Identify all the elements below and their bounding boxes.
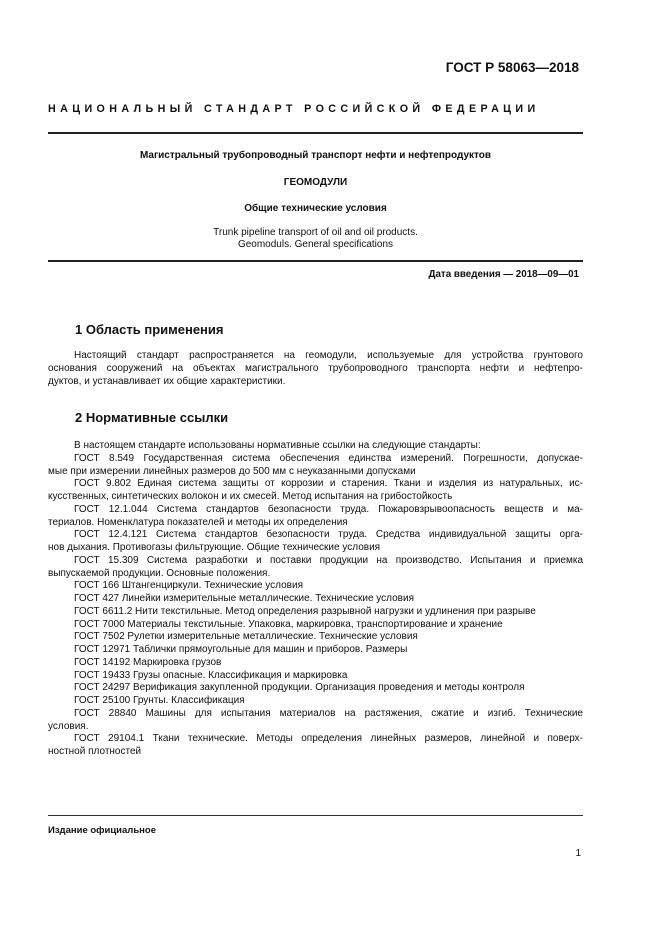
text-line: ГОСТ 12.4.121 Система стандартов безопасности труда. Средства индивидуальной защиты орга- bbox=[74, 529, 583, 541]
text-line: ностной плотностей bbox=[48, 746, 142, 757]
text-line: ГОСТ 25100 Грунты. Классификация bbox=[74, 695, 245, 706]
text-line: ГОСТ 7000 Материалы текстильные. Упаковка, маркировка, транспортирование и хранение bbox=[74, 618, 503, 630]
text-line: В настоящем стандарте использованы нормативные ссылки на следующие стандарты: bbox=[74, 440, 481, 451]
text-line: териалов. Номенклатура показателей и методы их определения bbox=[48, 516, 348, 528]
title-line-2: ГЕОМОДУЛИ bbox=[283, 177, 348, 188]
official-edition-label: Издание официальное bbox=[48, 825, 156, 836]
title-line-3: Общие технические условия bbox=[244, 203, 387, 214]
text-line: ГОСТ 7502 Рулетки измерительные металлические. Технические условия bbox=[74, 631, 418, 643]
text-line: мые при измерении линейных размеров до 500 мм с неуказанными допусками bbox=[48, 465, 416, 477]
text-line: ГОСТ 28840 Машины для испытания материалов на растяжения, сжатие и изгиб. Технические bbox=[74, 707, 583, 719]
text-line: дуктов, и устанавливает их общие характеристики. bbox=[48, 376, 286, 388]
text-line: выпускаемой продукции. Основные положения. bbox=[48, 567, 271, 579]
section-1-body bbox=[48, 349, 583, 389]
footer-rule bbox=[48, 815, 583, 816]
text-line: ГОСТ 24297 Верификация закупленной продукции. Организация проведения и методы контроля bbox=[74, 682, 525, 694]
text-line: ГОСТ 14192 Маркировка грузов bbox=[74, 656, 222, 668]
text-line: нов дыхания. Противогазы фильтрующие. Общие технические условия bbox=[48, 542, 381, 553]
title-line-1: Магистральный трубопроводный транспорт нефти и нефтепродуктов bbox=[139, 150, 492, 161]
header-rule bbox=[48, 132, 583, 134]
national-standard-header: НАЦИОНАЛЬНЫЙ СТАНДАРТ РОССИЙСКОЙ ФЕДЕРАЦИИ bbox=[48, 103, 540, 115]
title-english-1: Trunk pipeline transport of oil and oil products. bbox=[213, 227, 418, 238]
text-line: кусственных, синтетических волокон и их смесей. Метод испытания на грибостойкость bbox=[48, 491, 453, 502]
text-line: ГОСТ 8.549 Государственная система обеспечения единства измерений. Погрешности, допускае- bbox=[74, 452, 583, 464]
text-line: ГОСТ 12971 Таблички прямоугольные для машин и приборов. Размеры bbox=[74, 644, 408, 655]
text-line: Настоящий стандарт распространяется на геомодули, используемые для устройства грунтового bbox=[74, 350, 583, 361]
title-english-2: Geomoduls. General specifications bbox=[237, 239, 394, 250]
document-code: ГОСТ Р 58063—2018 bbox=[445, 60, 579, 75]
text-line: ГОСТ 427 Линейки измерительные металлические. Технические условия bbox=[74, 593, 414, 604]
text-line: условия. bbox=[48, 720, 89, 732]
page-number: 1 bbox=[575, 848, 581, 859]
introduction-date: Дата введения — 2018—09—01 bbox=[428, 269, 579, 280]
text-line: ГОСТ 9.802 Единая система защиты от коррозии и старения. Ткани и изделия из натуральных, ис- bbox=[74, 478, 583, 490]
text-line: ГОСТ 19433 Грузы опасные. Классификация и маркировка bbox=[74, 669, 348, 681]
title-rule bbox=[48, 260, 583, 262]
text-line: ГОСТ 29104.1 Ткани технические. Методы определения линейных размеров, линейной и поверх- bbox=[74, 733, 583, 745]
section-1-heading: 1 Область применения bbox=[75, 322, 224, 337]
text-line: ГОСТ 166 Штангенциркули. Технические условия bbox=[74, 580, 303, 592]
text-line: ГОСТ 15.309 Система разработки и поставки продукции на производство. Испытания и приемка bbox=[74, 554, 583, 566]
section-2-body bbox=[48, 440, 583, 759]
section-2-heading: 2 Нормативные ссылки bbox=[75, 410, 229, 425]
text-line: ГОСТ 6611.2 Нити текстильные. Метод определения разрывной нагрузки и удлинения при разрыве bbox=[74, 605, 536, 617]
text-line: ГОСТ 12.1.044 Система стандартов безопасности труда. Пожаровзрывоопасность веществ и ма- bbox=[74, 503, 583, 515]
text-line: основания сооружений на объектах магистрального трубопроводного транспорта нефти и нефтепро- bbox=[48, 363, 583, 375]
